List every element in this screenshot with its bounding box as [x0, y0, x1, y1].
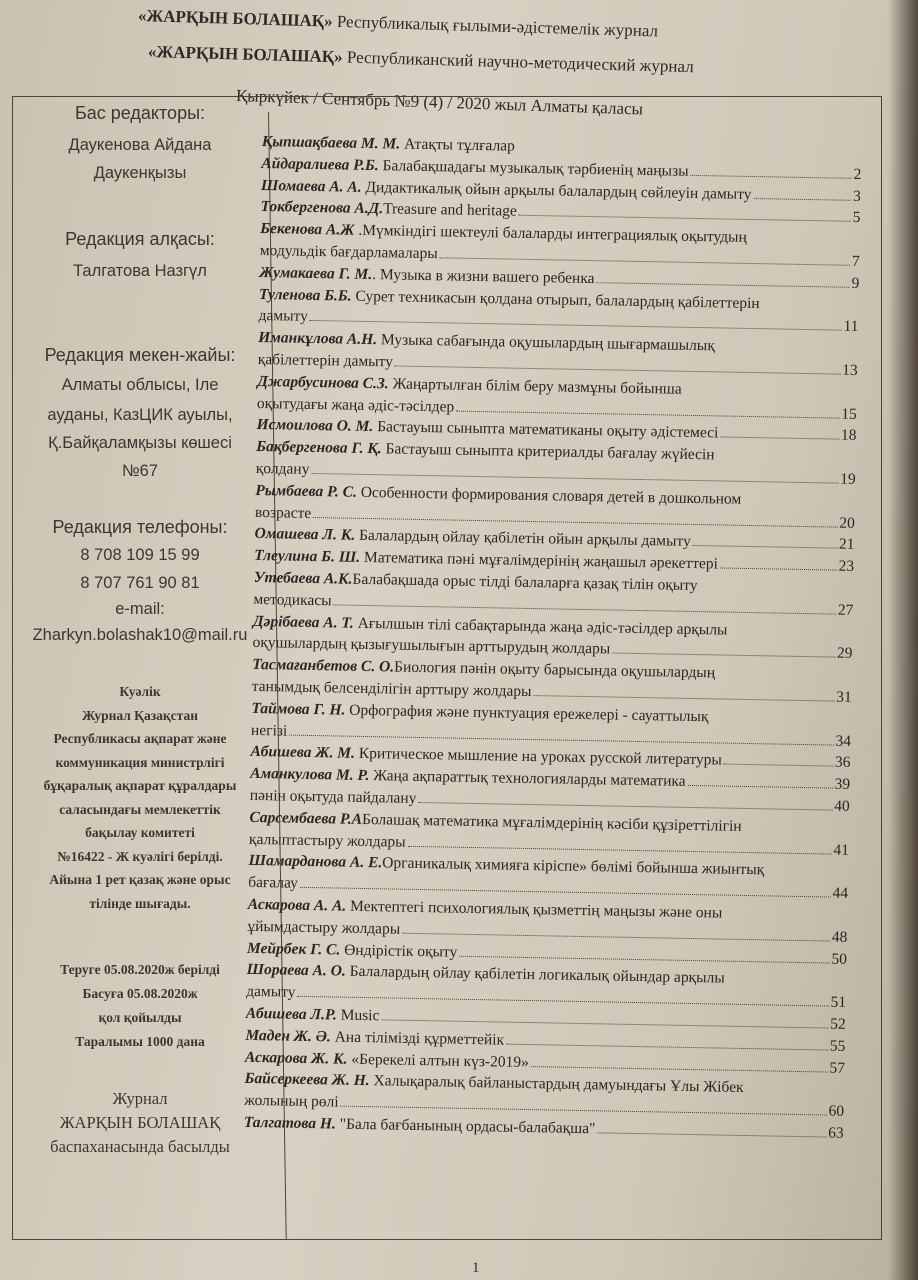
editorial-board-label: Редакция алқасы: — [65, 229, 215, 249]
toc-page-number: 57 — [829, 1059, 846, 1077]
toc-title: Music — [336, 1006, 380, 1025]
toc-author: Абишева Л.Р. — [245, 1004, 337, 1024]
chief-editor-patronymic: Даукенқызы — [93, 164, 187, 182]
toc-title-continuation: негізі — [250, 721, 288, 740]
certificate-line: тілінде шығады. — [89, 895, 191, 911]
toc-leader-dots — [691, 162, 852, 179]
toc-author: Талгатова Н. — [243, 1113, 337, 1133]
address-line: Қ.Байқаламқызы көшесі — [48, 434, 232, 452]
toc-page-number: 55 — [829, 1037, 846, 1055]
certificate-line: №16422 - Ж куәлігі берілді. — [57, 848, 223, 864]
toc-title: Балабақшада орыс тілді балаларға қазақ тілін оқыту — [352, 570, 698, 595]
toc-page-number: 44 — [832, 884, 849, 903]
toc-author: Утебаева А.К. — [253, 568, 353, 588]
journal-subtitle: Республиканский научно-методический журнал — [342, 47, 694, 77]
chief-editor-label: Бас редакторы: — [74, 103, 206, 123]
toc-page-number: 36 — [834, 753, 851, 772]
toc-title: Халықаралық байланыстардың дамуындағы Ұлы Жібек — [369, 1072, 744, 1097]
publisher-line: баспаханасында басылды — [50, 1137, 230, 1156]
toc-author: Абишева Ж. М. — [250, 743, 356, 763]
toc-title: Жаңартылған білім беру мазмұны бойынша — [388, 375, 682, 398]
toc-title-continuation: қолдану — [255, 459, 310, 478]
toc-title: Критическое мышление на уроках русской литературы — [354, 745, 723, 769]
address-line: ауданы, КазЦИК ауылы, — [47, 406, 233, 424]
toc-author: Мейрбек Г. С. — [246, 939, 341, 959]
toc-page-number: 23 — [838, 557, 855, 576]
toc-title: Органикалық химияға кіріспе» бөлімі бойынша жиынтық — [382, 854, 765, 879]
toc-title-continuation: ұйымдастыру жолдары — [247, 917, 401, 938]
toc-author: Шомаева А. А. — [260, 176, 362, 196]
toc-page-number: 31 — [836, 688, 852, 706]
certificate-line: бақылау комитеті — [85, 825, 195, 840]
journal-name: «ЖАРҚЫН БОЛАШАҚ» — [137, 6, 333, 31]
phone-number: 8 707 761 90 81 — [80, 574, 200, 592]
toc-title: "Бала бағбанының ордасы-балабақша" — [335, 1115, 596, 1138]
toc-page-number: 34 — [835, 732, 852, 750]
toc-title-continuation: жолының рөлі — [244, 1092, 339, 1111]
toc-page-number: 11 — [843, 318, 859, 336]
toc-author: Аскарова А. А. — [247, 895, 347, 915]
toc-page-number: 19 — [840, 470, 856, 488]
certificate-line: Куәлік — [119, 684, 161, 699]
toc-author: Иманкұлова А.Н. — [258, 329, 378, 349]
editorial-board-name: Талгатова Назгүл — [73, 262, 207, 280]
journal-header-kk — [138, 6, 659, 41]
toc-title: Балабақшадағы музыкалық тәрбиенің маңызы — [378, 156, 689, 180]
toc-title: .Мүмкіндігі шектеулі балаларды интеграциялық оқытудың — [354, 221, 747, 247]
toc-title-continuation: танымдық белсенділігін арттыру жолдары — [251, 677, 532, 701]
address-line: Алматы облысы, Іле — [61, 376, 219, 394]
toc-page-number: 21 — [838, 536, 855, 554]
toc-leader-dots — [688, 772, 833, 789]
journal-subtitle: Республикалық ғылыми-әдістемелік журнал — [332, 11, 659, 41]
toc-leader-dots — [720, 555, 837, 571]
address-label: Редакция мекен-жайы: — [44, 345, 236, 365]
toc-leader-dots — [533, 682, 834, 702]
toc-title: . Музыка в жизни вашего ребенка — [371, 265, 595, 287]
toc-leader-dots — [612, 640, 835, 658]
toc-author: Рымбаева Р. С. — [255, 481, 358, 501]
toc-author: Сарсембаева Р.А — [249, 808, 363, 828]
toc-page-number: 18 — [840, 427, 857, 445]
print-info-line: Басуға 05.08.2020ж — [82, 986, 198, 1001]
toc-title-continuation: қабілеттерін дамыту — [257, 350, 394, 371]
journal-name: «ЖАРҚЫН БОЛАШАҚ» — [147, 42, 343, 67]
toc-title-continuation: бағалау — [248, 874, 299, 892]
toc-title: Бастауыш сыныпта критериалды бағалау жүйесін — [381, 440, 715, 464]
toc-title-continuation: дамыту — [246, 983, 296, 1001]
toc-title-continuation: қалыптастыру жолдары — [248, 830, 406, 851]
toc-title-continuation: оқушылардың қызығушылығын арттырудың жолдары — [252, 634, 611, 658]
print-info-line: қол қойылды — [98, 1010, 182, 1025]
toc-page-number: 3 — [852, 187, 862, 205]
toc-author: Аманкулова М. Р. — [250, 765, 370, 785]
toc-leader-dots — [519, 202, 851, 222]
page-number: 1 — [472, 1260, 480, 1276]
toc-title: Ана тілімізді құрметтейік — [330, 1028, 505, 1049]
toc-author: Бақбергенова Г. Қ. — [256, 438, 382, 458]
toc-title: Болашақ математика мұғалімдерінің кәсіби құзіреттілігін — [361, 810, 742, 835]
toc-author: Омашева Л. К. — [254, 525, 356, 545]
publisher-line: Журнал — [112, 1089, 168, 1108]
journal-header-ru — [148, 42, 694, 77]
toc-author: Шораева А. О. — [246, 961, 346, 981]
toc-leader-dots — [459, 942, 829, 963]
toc-page-number: 39 — [834, 775, 851, 794]
toc-page-number: 9 — [851, 274, 860, 292]
toc-page-number: 27 — [837, 601, 854, 619]
toc-title: Сурет техникасын қолдана отырып, балалардың қабілеттерін — [351, 287, 760, 312]
toc-page-number: 52 — [830, 1015, 846, 1033]
toc-leader-dots — [597, 1119, 826, 1137]
toc-author: Токбергенова А.Д. — [260, 198, 384, 218]
toc-title: Балалардың ойлау қабілетін ойын арқылы дамыту — [355, 527, 691, 551]
toc-author: Байсеркеева Ж. Н. — [244, 1070, 370, 1090]
toc-page-number: 15 — [841, 405, 858, 423]
toc-leader-dots — [720, 424, 839, 440]
toc-leader-dots — [456, 397, 839, 418]
toc-author: Маден Ж. Ә. — [245, 1026, 331, 1046]
toc-author: Шамарданова А. Е. — [248, 852, 383, 872]
toc-title-continuation: возрасте — [254, 503, 312, 522]
toc-title-continuation: пәнін оқытуда пайдалану — [249, 786, 417, 807]
toc-leader-dots — [531, 1053, 828, 1072]
chief-editor-name: Даукенова Айдана — [68, 136, 212, 154]
toc-author: Айдаралиева Р.Б. — [261, 154, 379, 174]
toc-leader-dots — [724, 751, 833, 767]
toc-title: Ағылшын тілі сабақтарында жаңа әдіс-тәсілдер арқылы — [353, 614, 728, 639]
email-label: e-mail: — [115, 600, 165, 618]
toc-title-continuation: методикасы — [253, 590, 332, 610]
toc-title: Жаңа ақпараттық технологияларды математика — [369, 767, 686, 791]
toc-title-continuation: оқытудағы жаңа әдіс-тәсілдер — [256, 394, 455, 416]
toc-title: Атақты тұлғалар — [400, 135, 516, 155]
phone-label: Редакция телефоны: — [52, 517, 228, 537]
toc-author: Таймова Г. Н. — [251, 699, 346, 719]
toc-title: Балалардың ойлау қабілетін логикалық ойындар арқылы — [345, 963, 725, 988]
certificate-line: коммуникация министрлігі — [55, 754, 225, 770]
toc-author: Қыпшақбаева М. М. — [261, 132, 401, 153]
print-info-line: Теруге 05.08.2020ж берілді — [60, 962, 220, 977]
toc-leader-dots — [506, 1030, 828, 1050]
toc-leader-dots — [596, 269, 849, 288]
certificate-line: бұқаралық ақпарат құралдары — [43, 778, 237, 793]
certificate-line: Журнал Қазақстан — [82, 707, 198, 723]
toc-leader-dots — [693, 532, 837, 549]
toc-title: Дидактикалық ойын арқылы балалардың сөйлеуін дамыту — [361, 178, 752, 203]
certificate-line: саласындағы мемлекеттік — [59, 801, 221, 817]
toc-title: Биология пәнін оқыту барысында оқушылардың — [393, 658, 716, 682]
toc-title: Особенности формирования словаря детей в дошкольном — [356, 483, 742, 508]
toc-author: Аскарова Ж. К. — [244, 1048, 348, 1068]
toc-title: Treasure and heritage — [382, 200, 518, 221]
certificate-line: Республикасы ақпарат және — [53, 731, 227, 746]
toc-title-continuation: дамыту — [258, 307, 309, 326]
toc-title: Бастауыш сыныпта математиканы оқыту әдістемесі — [373, 418, 719, 442]
toc-page-number: 41 — [833, 841, 850, 859]
address-line: №67 — [121, 462, 159, 480]
toc-title-continuation: модульдік бағдарламалары — [259, 241, 438, 263]
email-address: Zharkyn.bolashak10@mail.ru — [32, 626, 248, 644]
print-info-line: Таралымы 1000 дана — [75, 1034, 205, 1049]
toc-author: Тлеулина Б. Ш. — [254, 547, 361, 567]
toc-leader-dots — [753, 185, 851, 201]
issue-info: Қыркүйек / Сентябрь №9 (4) / 2020 жыл Алматы қаласы — [235, 86, 644, 119]
publisher-line: ЖАРҚЫН БОЛАШАҚ — [59, 1113, 221, 1132]
toc-page-number: 7 — [851, 252, 860, 270]
toc-title: «Берекелі алтын күз-2019» — [347, 1050, 530, 1071]
toc-page-number: 63 — [828, 1124, 844, 1142]
toc-title: Математика пәні мұғалімдерінің жаңашыл әрекеттері — [359, 549, 719, 573]
toc-page-number: 40 — [834, 797, 850, 815]
toc-page-number: 60 — [828, 1102, 845, 1121]
toc-title: Музыка сабағында оқушылардың шығармашылық — [376, 331, 715, 355]
toc-page-number: 13 — [842, 361, 858, 379]
toc-title: Өндірістік оқыту — [340, 941, 458, 961]
toc-author: Дәрібаева А. Т. — [252, 612, 354, 632]
toc-author: Тасмағанбетов С. О. — [252, 656, 395, 676]
certificate-line: Айына 1 рет қазақ және орыс — [49, 872, 231, 887]
toc-page-number: 48 — [831, 928, 848, 946]
phone-number: 8 708 109 15 99 — [80, 546, 200, 564]
toc-author: Исмоилова О. М. — [256, 416, 374, 436]
toc-title: Орфография және пунктуация ережелері - сауаттылық — [345, 701, 709, 726]
toc-author: Туленова Б.Б. — [258, 285, 352, 305]
toc-page-number: 2 — [853, 165, 862, 183]
toc-page-number: 20 — [839, 514, 856, 532]
toc-page-number: 50 — [831, 950, 848, 968]
toc-page-number: 51 — [830, 993, 847, 1012]
toc-title: Мектептегі психологиялық қызметтің маңызы және оны — [346, 897, 723, 922]
toc-author: Бекенова А.Ж — [260, 220, 355, 239]
toc-author: Жумакаева Г. М. — [259, 263, 373, 283]
toc-page-number: 5 — [852, 209, 861, 227]
toc-author: Джарбусинова С.З. — [257, 372, 389, 393]
toc-page-number: 29 — [836, 645, 853, 663]
